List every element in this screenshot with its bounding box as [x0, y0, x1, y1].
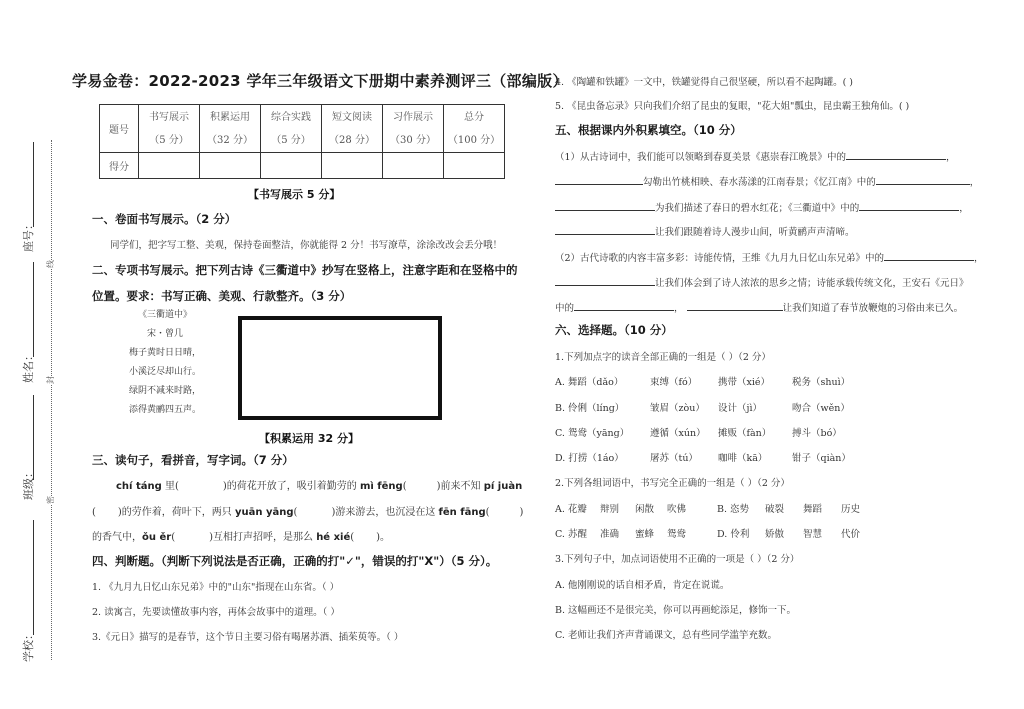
- q6-1-stem: 1.下列加点字的读音全部正确的一组是（ ）（2 分）: [555, 352, 771, 363]
- q6-1-option-b[interactable]: B. 伶俐（líng） 皱眉（zòu） 设计（jì） 吻合（wěn）: [555, 403, 850, 414]
- q5-line-7: 中的 ， 让我们知道了春节放鞭炮的习俗由来已久。: [555, 299, 963, 314]
- q1-title: 一、卷面书写展示。（2 分）: [92, 212, 237, 226]
- q5-line-3: 为我们描述了春日的碧水红花；《三衢道中》中的 ，: [555, 199, 969, 214]
- score-cell-reading[interactable]: [322, 153, 383, 179]
- score-col-total: 总分 （100 分）: [444, 105, 505, 153]
- fill-blank[interactable]: [555, 223, 655, 235]
- q6-3-option-a[interactable]: A. 他刚刚说的话自相矛盾，肯定在说谎。: [555, 580, 730, 591]
- q6-1-option-d[interactable]: D. 打捞（1áo） 屠苏（tú） 咖啡（kā） 钳子（qiàn）: [555, 453, 851, 464]
- q5-line-5: （2）古代诗歌的内容丰富多彩：诗能传情，王维《九月九日忆山东兄弟》中的 ，: [555, 249, 984, 264]
- poem-line: 添得黄鹂四五声。: [128, 405, 201, 415]
- exam-title: 学易金卷：2022-2023 学年三年级语文下册期中素养测评三（部编版）: [72, 72, 568, 90]
- section-header-accum: 【积累运用 32 分】: [259, 432, 359, 445]
- q2-title-line1: 二、专项书写展示。把下列古诗《三衢道中》抄写在竖格上，注意字距和在竖格中的: [92, 263, 518, 277]
- q6-title: 六、选择题。（10 分）: [555, 323, 673, 337]
- q4-item-4[interactable]: 4. 《陶罐和铁罐》一文中，铁罐觉得自己很坚硬，所以看不起陶罐。( ): [555, 77, 854, 88]
- q6-2-options-row2: C. 苏醒 准确 蜜蜂 鸳鸯 D. 伶利 娇傲 智慧 代价: [555, 526, 860, 540]
- q5-line-4: 让我们跟随着诗人漫步山间，听黄鹂声声清啼。: [555, 223, 855, 238]
- score-cell-writing[interactable]: [139, 153, 200, 179]
- q1-text: 同学们，把字写工整、美观，保持卷面整洁，你就能得 2 分！书写潦草，涂涂改改会丢分哦！: [110, 240, 503, 251]
- q6-3-option-b[interactable]: B. 这幅画还不是很完美，你可以再画蛇添足，修饰一下。: [555, 605, 797, 616]
- q3-title: 三、读句子，看拼音，写字词。（7 分）: [92, 453, 294, 467]
- name-line[interactable]: [33, 262, 34, 357]
- q6-1-option-a[interactable]: A. 舞蹈（dǎo） 束缚（fó） 携带（xié） 税务（shuì）: [555, 377, 851, 388]
- fill-blank[interactable]: [859, 199, 959, 211]
- fill-blank[interactable]: [555, 274, 655, 286]
- q4-item-1[interactable]: 1. 《九月九日忆山东兄弟》中的"山东"指现在山东省。（ ）: [92, 582, 340, 593]
- fill-blank[interactable]: [884, 249, 974, 261]
- q5-line-2: 勾勒出竹桃相映、春水荡漾的江南春景；《忆江南》中的 ，: [555, 173, 979, 188]
- q6-2-option-d[interactable]: D. 伶利: [717, 529, 750, 540]
- copy-writing-box[interactable]: [238, 316, 442, 420]
- q6-3-stem: 3.下列句子中，加点词语使用不正确的一项是（ ）（2 分）: [555, 554, 800, 565]
- score-cell-essay[interactable]: [383, 153, 444, 179]
- fill-blank[interactable]: [555, 199, 655, 211]
- cut-mark-line: 线: [46, 260, 55, 268]
- poem-title: 《三衢道中》: [137, 310, 192, 320]
- fill-blank[interactable]: [555, 173, 643, 185]
- score-col-accum: 积累运用 （32 分）: [200, 105, 261, 153]
- seat-number-label: 座号：: [22, 219, 35, 252]
- class-label: 班级：: [22, 467, 35, 500]
- cut-line: [51, 140, 52, 660]
- q6-2-stem: 2.下列各组词语中，书写完全正确的一组是（ ）（2 分）: [555, 478, 790, 489]
- q4-item-5[interactable]: 5. 《昆虫备忘录》只向我们介绍了昆虫的复眼，"花大姐"瓢虫，昆虫霸王独角仙。( ): [555, 101, 910, 112]
- school-line[interactable]: [33, 520, 34, 635]
- poem-line: 绿阴不减来时路，: [128, 386, 201, 396]
- seat-number-line[interactable]: [33, 142, 34, 227]
- q4-item-3[interactable]: 3.《元日》描写的是春节，这个节日主要习俗有喝屠苏酒、插茱萸等。（ ）: [92, 632, 404, 643]
- q6-2-options-row1: A. 花瓣 辩别 闲散 吹佛 B. 恣势 破裂 舞蹈 历史: [555, 501, 860, 515]
- score-cell-total[interactable]: [444, 153, 505, 179]
- section-header-writing: 【书写展示 5 分】: [248, 188, 341, 201]
- poem-line: 梅子黄时日日晴，: [128, 348, 201, 358]
- poem-author: 宋・曾几: [146, 329, 183, 339]
- q4-title: 四、判断题。（判断下列说法是否正确，正确的打"✓"，错误的打"X"）（5 分）。: [92, 554, 498, 568]
- score-col-essay: 习作展示 （30 分）: [383, 105, 444, 153]
- cut-mark-seal: 封: [46, 376, 55, 384]
- poem-block: [110, 306, 220, 420]
- score-table-header-question: 题号: [100, 105, 139, 153]
- score-col-reading: 短文阅读 （28 分）: [322, 105, 383, 153]
- fill-blank[interactable]: [687, 299, 783, 311]
- fill-blank[interactable]: [574, 299, 674, 311]
- score-table: [99, 104, 505, 179]
- poem-line: 小溪泛尽却山行。: [128, 367, 201, 377]
- q5-line-6: 让我们体会到了诗人浓浓的思乡之情；诗能承载传统文化，王安石《元日》: [555, 274, 969, 289]
- school-label: 学校：: [22, 629, 35, 662]
- score-cell-accum[interactable]: [200, 153, 261, 179]
- q5-line-1: （1）从古诗词中，我们能可以领略到春夏美景《惠崇春江晚景》中的 ，: [555, 148, 956, 163]
- q3-line3: 的香气中，ǒu ěr( )互相打声招呼，是那么 hé xié( )。: [92, 532, 391, 543]
- q4-item-2[interactable]: 2. 读寓言，先要读懂故事内容，再体会故事中的道理。（ ）: [92, 607, 340, 618]
- score-col-writing: 书写展示 （5 分）: [139, 105, 200, 153]
- score-table-header-score: 得分: [100, 153, 139, 179]
- q5-title: 五、根据课内外积累填空。（10 分）: [555, 123, 742, 137]
- q3-line2: ( )的劳作着，荷叶下，两只 yuān yāng( )游来游去，也沉浸在这 fēn fāng( ): [92, 507, 524, 518]
- score-col-practice: 综合实践 （5 分）: [261, 105, 322, 153]
- q6-1-option-c[interactable]: C. 鸳鸯（yāng） 遵循（xún） 摊贩（fàn） 搏斗（bó）: [555, 428, 842, 439]
- fill-blank[interactable]: [846, 148, 946, 160]
- q6-2-option-a[interactable]: A. 花瓣: [555, 504, 587, 515]
- cut-mark-secret: 密: [46, 496, 55, 504]
- q2-title-line2: 位置。要求：书写正确、美观、行款整齐。（3 分）: [92, 289, 352, 303]
- score-cell-practice[interactable]: [261, 153, 322, 179]
- q3-line1: chí táng 里( )的荷花开放了，吸引着勤劳的 mì fēng( )前来不知 pí juàn: [116, 481, 523, 492]
- q6-2-option-c[interactable]: C. 苏醒: [555, 529, 587, 540]
- q6-2-option-b[interactable]: B. 恣势: [717, 504, 750, 515]
- name-label: 姓名：: [22, 350, 35, 383]
- fill-blank[interactable]: [876, 173, 970, 185]
- q6-3-option-c[interactable]: C. 老师让我们齐声背诵课文，总有些同学滥竽充数。: [555, 630, 777, 641]
